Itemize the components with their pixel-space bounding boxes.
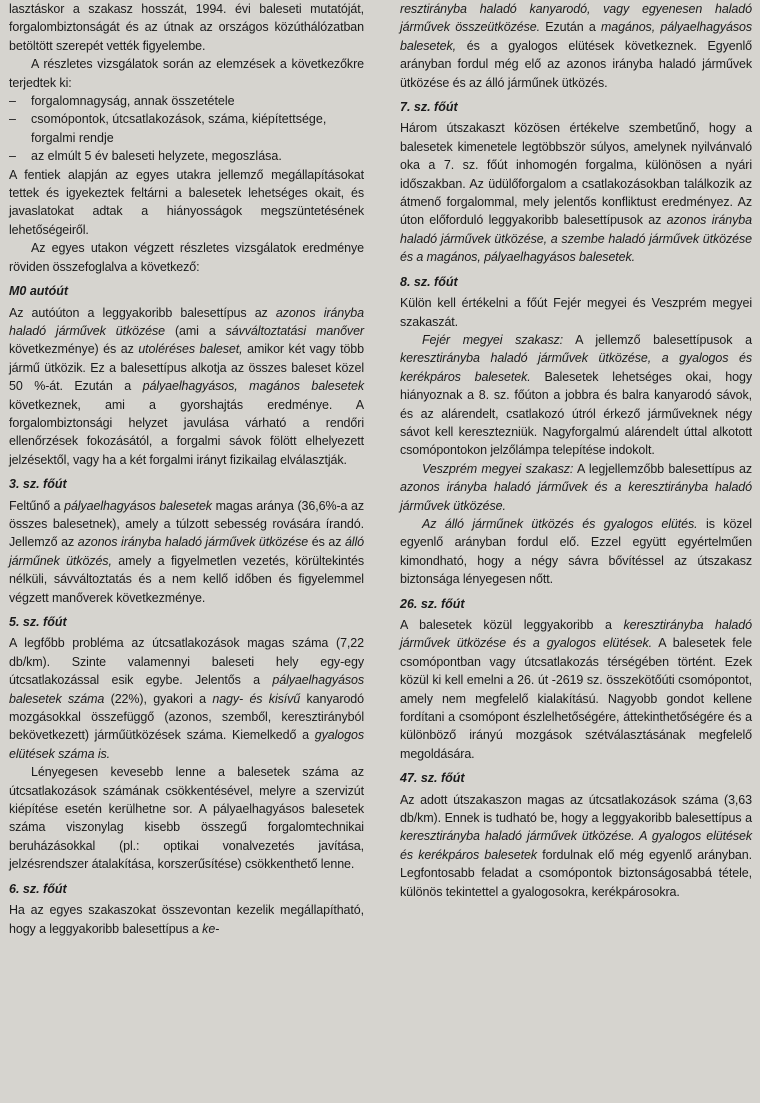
section-heading-26: 26. sz. főút bbox=[400, 596, 465, 611]
fejer-paragraph: Fejér megyei szakasz: A jellemző balesettípusok a keresztirányba haladó járművek ütközése, a gyalogos és kerékpáros balesetek. Balesetek lehetséges okai, hogy hiányoznak a 8. sz. főúton a jobbra és balra kanyarodó sávok, és az alárendelt, csatlakozó útról érkező járműveknek négy sávot kell keresztezniük. Nagyforgalmú alárendelt úttal alkotott csomópontokon jelzőlámpa telepítése indokolt. bbox=[400, 332, 752, 458]
analysis-list bbox=[9, 92, 364, 166]
road7-paragraph: Három útszakaszt közösen értékelve szembetűnő, hogy a balesetek kimenetele legtöbbször súlyos, amelynek nyilvánvaló oka a 7. sz. főút inhomogén forgalma, különösen a nyári időszakban. Az üdülőforgalom a csatlakozásokban találkozik az átmenő forgalommal, mely jelentős konfliktust eredményez. Az úton előforduló leggyakoribb balesettípusok az azonos irányba haladó járművek ütközése, a szembe haladó járművek ütközése és a magános, pályaelhagyásos balesetek. bbox=[400, 121, 752, 265]
right-column bbox=[400, 0, 752, 901]
intro-paragraph: lasztáskor a szakasz hosszát, 1994. évi baleseti mutatóját, forgalombiztonságát és az útnak az országos közúthálózatban betöltött szerepét vették figyelembe. bbox=[9, 2, 364, 53]
section-heading-3: 3. sz. főút bbox=[9, 477, 67, 492]
m0-paragraph: Az autóúton a leggyakoribb balesettípus az azonos irányba haladó járművek ütközése (ami a sávváltoztatási manőver következménye) és az utoléréses baleset, amikor két vagy több jármű ütközik. Ez a balesettípus alkotja az összes baleset közel 50 %-át. Ezután a pályaelhagyásos, magános balesetek következnek, ami a gyorshajtás eredménye. A forgalombiztonsági helyzet javulása várható a rendőri ellenőrzések fokozásától, a forgalmi sávok fölött elhelyezett jelzésektől, vagy ha a két forgalmi irányt fizikailag elválasztják. bbox=[9, 305, 364, 467]
section-heading-m0: M0 autóút bbox=[9, 284, 69, 299]
basis-paragraph: A fentiek alapján az egyes utakra jellemző megállapításokat tettek és igyekeztek feltárni a balesetek lehetséges okait, és javaslatokat adtak a hiányosságok megszüntetésének lehetőségeiről. bbox=[9, 167, 364, 237]
list-item: – az elmúlt 5 év baleseti helyzete, megoszlása. bbox=[9, 147, 364, 165]
section-heading-7: 7. sz. főút bbox=[400, 100, 458, 115]
section-heading-8: 8. sz. főút bbox=[400, 274, 458, 289]
road3-paragraph: Feltűnő a pályaelhagyásos balesetek magas aránya (36,6%-a az összes balesetnek), amely a túlzott sebesség rovására írandó. Jellemző az azonos irányba haladó járművek ütközése és az álló járműnek ütközés, amely a figyelmetlen vezetés, körültekintés nélküli, sávváltoztatás és a nem kellő időben és figyelemmel végzett manőverek következménye. bbox=[9, 498, 365, 605]
list-item: – csomópontok, útcsatlakozások, száma, kiépítettsége, forgalmi rendje bbox=[9, 110, 364, 147]
standing-vehicle-paragraph: Az álló járműnek ütközés és gyalogos elütés. is közel egyenlő arányban fordul elő. Ezzel együtt egyértelműen kimondható, hogy a négy sávra bővítéssel az útszakasz biztonsága lényegesen nőtt. bbox=[400, 516, 752, 587]
list-item: – forgalomnagyság, annak összetétele bbox=[9, 92, 364, 110]
road6-paragraph: Ha az egyes szakaszokat összevontan kezelik megállapítható, hogy a leggyakoribb balesettípus a ke- bbox=[9, 903, 364, 936]
road5-paragraph: A legfőbb probléma az útcsatlakozások magas száma (7,22 db/km). Szinte valamennyi baleseti hely egy-egy útcsatlakozással esik egybe. Jelentős a pályaelhagyásos balesetek száma (22%), gyakori a nagy- és kisívű kanyarodó mozgásokkal összefüggő (azonos, szemből, keresztirányból bekövetkezett) járműütközések száma. Kiemelkedő a gyalogos elütések száma is. bbox=[9, 636, 364, 761]
road26-paragraph: A balesetek közül leggyakoribb a keresztirányba haladó járművek ütközése és a gyalogos elütések. A balesetek fele csomópontban vagy útcsatlakozás térségében történt. Ezek közül ki kell emelni a 26. út -2619 sz. összekötőúti csomópontot, amely nem megfelelő kialakítású. Nagyobb gondot kellene fordítani a csomópont észlelhetőségére, áttekinthetőségére és a különböző irányú mozgások szétválasztásának megfelelő megoldására. bbox=[400, 618, 752, 761]
road47-paragraph: Az adott útszakaszon magas az útcsatlakozások száma (3,63 db/km). Ennek is tudható be, hogy a leggyakoribb balesettípus a keresztirányba haladó járművek ütközése. A gyalogos elütések és kerékpáros balesetek fordulnak elő még egyenlő arányban. Legfontosabb feladat a csomópontok biztonságosabbá tétele, különös tekintettel a gyalogosokra, kerékpárosokra. bbox=[400, 792, 752, 899]
road6-continuation: resztirányba haladó kanyarodó, vagy egyenesen haladó járművek összeütközése. Ezután a magános, pályaelhagyásos balesetek, és a gyalogos elütések következnek. Egyenlő arányban fordul még elő az azonos irányba haladó járművek ütközése és az álló járműnek ütközés. bbox=[400, 2, 752, 90]
road8-paragraph: Külön kell értékelni a főút Fejér megyei és Veszprém megyei szakaszát. bbox=[400, 296, 752, 329]
section-heading-5: 5. sz. főút bbox=[9, 615, 67, 629]
road5-paragraph-2: Lényegesen kevesebb lenne a balesetek száma az útcsatlakozások számának csökkentésével, melyre a szervizút kiépítése esetén kerülhetne sor. A pályaelhagyásos balesetek száma viszonylag kisebb összegű forgalomtechnikai beruházásokkal (pl.: optikai vonalvezetés javítása, jelzésrendszer átalakítása, korszerűsítése) csökkenthető lenne. bbox=[9, 765, 364, 872]
section-heading-47: 47. sz. főút bbox=[400, 771, 465, 786]
summary-paragraph: Az egyes utakon végzett részletes vizsgálatok eredménye röviden összefoglalva a következő: bbox=[9, 241, 364, 274]
section-heading-6: 6. sz. főút bbox=[9, 881, 67, 896]
left-column bbox=[9, 0, 364, 938]
scope-paragraph: A részletes vizsgálatok során az elemzések a következőkre terjedtek ki: bbox=[9, 57, 364, 90]
veszprem-paragraph: Veszprém megyei szakasz: A legjellemzőbb balesettípus az azonos irányba haladó járművek és a keresztirányba haladó járművek ütközése. bbox=[400, 461, 752, 513]
